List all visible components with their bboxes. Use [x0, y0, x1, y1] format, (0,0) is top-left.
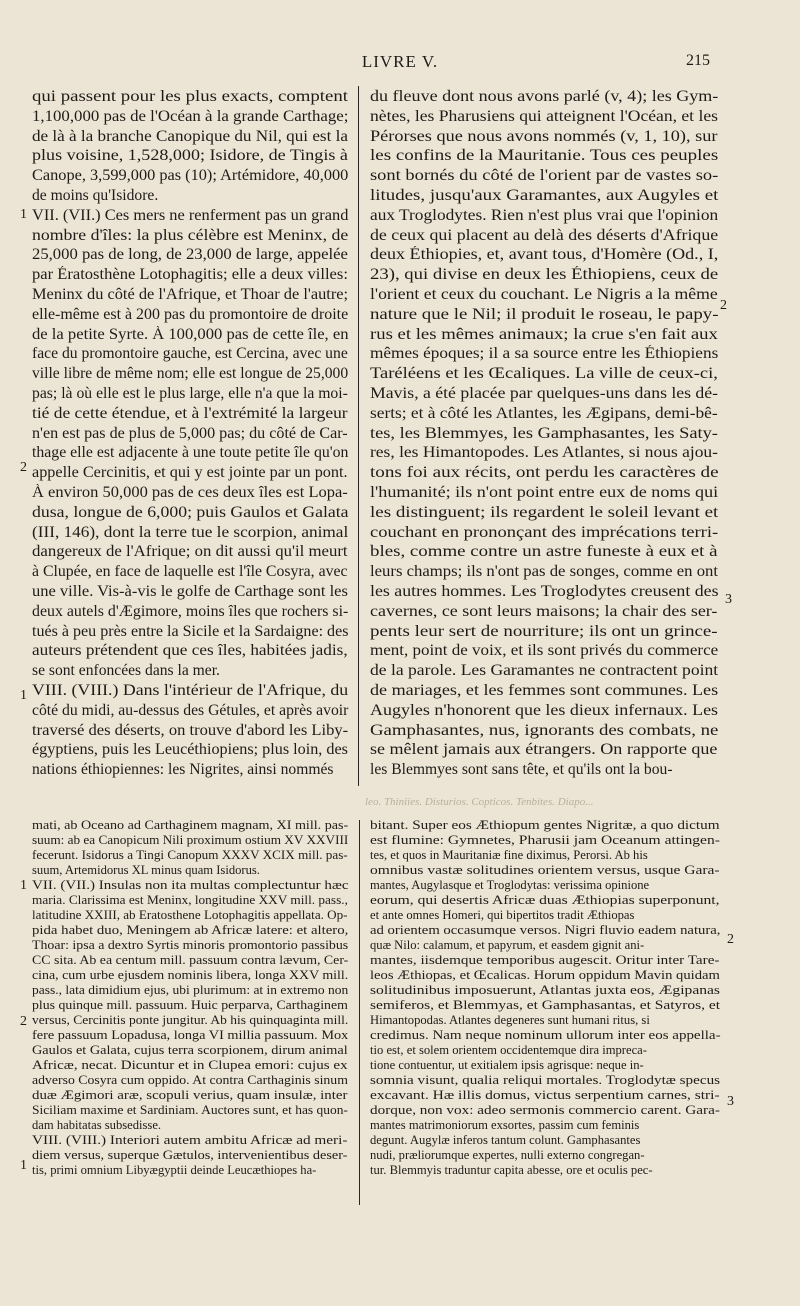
- text-line: Mavis, a été placée par quelques-uns dans les dé-: [370, 385, 718, 402]
- text-line: deux autels d'Ægimore, moins îles que rochers si-: [32, 602, 349, 620]
- text-line: Gaulos et Galata, cujus terra scorpionem, dirum animal: [32, 1043, 348, 1057]
- text-line: versus, Cercinitis ponte jungitur. Ab his quinquaginta mill.: [32, 1013, 349, 1027]
- text-line: VII. (VII.) Insulas non ita multas complectuntur hæc: [32, 878, 349, 892]
- text-line: pass., lata dimidium ejus, ubi plurimum: at in extremo non: [32, 983, 349, 997]
- text-line: Siciliam maxime et Sardiniam. Auctores sunt, et has quon-: [32, 1103, 348, 1117]
- text-line: pida habet duo, Meningem ab Africæ latere: et altero,: [32, 923, 349, 937]
- text-line: latitudine XXIII, ab Eratosthene Lotophagitis appellata. Op-: [32, 908, 348, 922]
- text-line: plus voisine, 1,528,000; Isidore, de Tingis à: [32, 147, 348, 165]
- margin-number: 1: [20, 878, 27, 893]
- text-line: dorque, non vox: adeo sermonis commercio carent. Gara-: [370, 1103, 720, 1117]
- text-line: qui passent pour les plus exacts, comptent: [32, 88, 349, 105]
- text-line: Himantopodas. Atlantes degeneres sunt humani ritus, si: [370, 1013, 650, 1027]
- margin-number: 3: [727, 1094, 734, 1109]
- margin-number: 2: [720, 298, 727, 313]
- text-line: adverso Cosyra cum oppido. At contra Carthaginis sinum: [32, 1073, 348, 1087]
- text-line: tes, et quos in Mauritaniæ fine diximus, Perorsi. Ab his: [370, 848, 648, 862]
- text-line: ad orientem occasumque versos. Nigri fluvio eadem natura,: [370, 923, 721, 937]
- text-line: se sont enfoncées dans la mer.: [32, 662, 220, 680]
- text-line: et ante omnes Homeri, qui bipertitos tradit Æthiopas: [370, 908, 635, 922]
- text-line: sont bornés du côté de l'orient par de vastes so-: [370, 167, 719, 185]
- text-line: mantes, iisdemque temporibus augescit. Oritur inter Tare-: [370, 953, 720, 967]
- running-title: LIVRE V.: [361, 52, 439, 71]
- text-line: duæ Ægimori aræ, scopuli verius, quam insulæ, inter: [32, 1088, 348, 1102]
- text-line: nature que le Nil; il produit le roseau, le papy-: [370, 305, 719, 323]
- text-line: appelle Cercinitis, et qui y est jointe par un pont.: [32, 464, 348, 482]
- text-line: les Blemmyes sont sans tête, et qu'ils ont la bou-: [370, 761, 673, 779]
- text-line: nètes, les Pharusiens qui atteignent l'Océan, et les: [370, 107, 718, 125]
- text-line: VIII. (VIII.) Dans l'intérieur de l'Afrique, du: [32, 682, 349, 699]
- text-line: CC sita. Ab ea centum mill. passuum contra lævum, Cer-: [32, 953, 349, 967]
- text-line: 1,100,000 pas de l'Océan à la grande Carthage;: [32, 107, 349, 125]
- text-line: res, les Himantopodes. Les Atlantes, si nous ajou-: [370, 444, 718, 462]
- text-line: quæ Nilo: calamum, et papyrum, et easdem gignit ani-: [370, 938, 645, 952]
- text-line: solitudinibus imposuerunt, Atlantas juxta eos, Ægipanas: [370, 983, 720, 997]
- text-line: cina, cum urbe ejusdem nominis libera, longa XXV mill.: [32, 968, 349, 982]
- text-line: (III, 146), dont la terre tue le scorpion, animal: [32, 523, 349, 541]
- text-line: leurs champs; ils n'ont pas de songes, comme en ont: [370, 563, 719, 581]
- column-divider-french: [358, 86, 359, 786]
- text-line: du fleuve dont nous avons parlé (v, 4); les Gym-: [370, 88, 719, 105]
- text-line: VIII. (VIII.) Interiori autem ambitu Africæ ad meri-: [32, 1133, 348, 1147]
- text-line: plus quinque mill. passuum. Huic perparva, Carthaginem: [32, 998, 348, 1012]
- text-line: n'en est pas de plus de 5,000 pas; du côté de Car-: [32, 424, 348, 442]
- text-line: les autres hommes. Les Troglodytes creusent des: [370, 583, 719, 600]
- text-line: cavernes, ce sont leurs maisons; la chair des ser-: [370, 602, 718, 620]
- text-line: tués à peu près entre la Sicile et la Sardaigne: des: [32, 622, 349, 640]
- text-line: l'humanité; ils n'ont point entre eux de noms qui: [370, 484, 719, 501]
- text-line: aux Troglodytes. Rien n'est plus vrai que l'opinion: [370, 206, 719, 224]
- margin-number: 1: [20, 1158, 27, 1173]
- text-line: nations éthiopiennes: les Nigrites, ainsi nommés: [32, 761, 334, 779]
- text-line: fere passuum Lopadusa, longa VI millia passuum. Mox: [32, 1028, 349, 1042]
- text-line: mantes matrimoniorum exsortes, passim cum feminis: [370, 1118, 640, 1132]
- text-line: rus et les mêmes animaux; la crue s'en fait aux: [370, 325, 718, 343]
- text-line: tié de cette étendue, et à l'extrémité la largeur: [32, 404, 348, 422]
- bleed-through-text: leo. Thiniies. Disturios. Copticos. Tenbites. Diapo...: [365, 796, 594, 808]
- text-line: côté du midi, au-dessus des Gétules, et après avoir: [32, 701, 349, 719]
- text-line: À environ 50,000 pas de ces deux îles est Lopa-: [32, 484, 348, 501]
- text-line: diem versus, superque Gætulos, intervenientibus deser-: [32, 1148, 348, 1162]
- text-line: thage elle est adjacente à une toute petite île qu'on: [32, 444, 349, 462]
- text-line: 25,000 pas de long, de 23,000 de large, appelée: [32, 246, 348, 264]
- text-line: tur. Blemmyis traduntur capita abesse, ore et oculis pec-: [370, 1163, 653, 1177]
- text-line: Pérorses que nous avons nommés (v, 1, 10), sur: [370, 127, 718, 145]
- text-line: par Ératosthène Lotophagitis; elle a deux villes:: [32, 266, 348, 284]
- text-line: de ceux qui placent au delà des déserts d'Afrique: [370, 226, 719, 244]
- text-line: Canope, 3,599,000 pas (10); Artémidore, 40,000: [32, 167, 349, 185]
- text-line: égyptiens, puis les Leucéthiopiens; plus loin, des: [32, 741, 348, 759]
- text-line: nombre d'îles: la plus célèbre est Meninx, de: [32, 226, 349, 244]
- text-line: suum, Artemidorus XL minus quam Isidorus.: [32, 863, 260, 877]
- text-line: fecerunt. Isidorus a Tingi Canopum XXXV XCIX mill. pas-: [32, 848, 348, 862]
- text-line: de moins qu'Isidore.: [32, 187, 159, 204]
- text-line: Meninx du côté de l'Afrique, et Thoar de l'autre;: [32, 286, 349, 303]
- text-line: mantes, Augylasque et Troglodytas: verissima opinione: [370, 878, 650, 892]
- text-line: Thoar: ipsa a dextro Syrtis minoris promontorio passibus: [32, 938, 349, 952]
- margin-number: 3: [725, 592, 732, 607]
- margin-number: 1: [20, 688, 27, 703]
- text-line: pents leur sert de nourriture; ils ont un grince-: [370, 622, 718, 640]
- text-line: somnia visunt, qualia reliqui mortales. Troglodytæ specus: [370, 1073, 721, 1087]
- text-line: dangereux de l'Afrique; on dit aussi qu'il meurt: [32, 543, 348, 561]
- text-line: Taréléens et les Œcaliques. La ville de ceux-ci,: [370, 365, 718, 383]
- text-line: mêmes époques; il a sa source entre les Éthiopiens: [370, 345, 719, 363]
- text-line: de la parole. Les Garamantes ne contractent point: [370, 662, 719, 680]
- text-line: une ville. Vis-à-vis le golfe de Carthage sont les: [32, 583, 348, 600]
- text-line: tons foi aux récits, ont perdu les caractères de: [370, 464, 719, 482]
- text-line: Gamphasantes, nus, ignorants des combats, ne: [370, 721, 719, 739]
- text-line: de là à la branche Canopique du Nil, qui est la: [32, 127, 348, 145]
- text-line: maria. Clarissima est Meninx, longitudine XXV mill. pass.,: [32, 893, 348, 907]
- text-line: de la petite Syrte. À 100,000 pas de cette île, en: [32, 325, 349, 343]
- text-line: tes, les Blemmyes, les Gamphasantes, les Saty-: [370, 424, 718, 442]
- margin-number: 2: [727, 932, 734, 947]
- text-line: eorum, qui desertis Africæ duas Æthiopias superponunt,: [370, 893, 720, 907]
- text-line: VII. (VII.) Ces mers ne renferment pas un grand: [32, 206, 349, 224]
- margin-number: 2: [20, 460, 27, 475]
- margin-number: 1: [20, 207, 27, 222]
- text-line: tione contuentur, ut exitialem ipsis agrisque: neque in-: [370, 1058, 644, 1072]
- text-line: Africæ, necat. Dicuntur et in Clupea emori: cujus ex: [32, 1058, 348, 1072]
- text-line: tis, primi omnium Libyægyptii deinde Leucæthiopes ha-: [32, 1163, 317, 1177]
- text-line: 23), qui divise en deux les Éthiopiens, ceux de: [370, 266, 719, 284]
- text-line: ville libre de même nom; elle est longue de 25,000: [32, 365, 349, 383]
- text-line: à Clupée, en face de laquelle est l'île Cosyra, avec: [32, 563, 348, 581]
- text-line: l'orient et ceux du couchant. Le Nigris a la même: [370, 286, 718, 303]
- text-line: se mêlent jamais aux étrangers. On rapporte que: [370, 741, 718, 759]
- text-line: dusa, longue de 6,000; puis Gaulos et Galata: [32, 503, 349, 521]
- text-line: traversé des déserts, on trouve d'abord les Liby-: [32, 721, 349, 739]
- text-line: bles, comme contre un astre funeste à eux et à: [370, 543, 718, 561]
- text-line: les confins de la Mauritanie. Tous ces peuples: [370, 147, 719, 165]
- text-line: deux Éthiopies, et, avant tous, d'Homère (Od., I,: [370, 246, 719, 264]
- margin-number: 2: [20, 1014, 27, 1029]
- text-line: mati, ab Oceano ad Carthaginem magnam, XI mill. pas-: [32, 818, 349, 832]
- text-line: leos Æthiopas, et Œcalicas. Horum oppidum Mavin quidam: [370, 968, 720, 982]
- column-divider-latin: [359, 820, 360, 1205]
- text-line: omnibus vastæ solitudines orientem versus, usque Gara-: [370, 863, 720, 877]
- text-line: de mariages, et les femmes sont communes. Les: [370, 682, 719, 699]
- page-number: 215: [686, 52, 710, 69]
- text-line: suum: ab ea Canopicum Nili proximum ostium XV XXVIII: [32, 833, 349, 847]
- text-line: ment, point de voix, et ils sont privés du commerce: [370, 642, 719, 660]
- text-line: face du promontoire gauche, est Cercina, avec une: [32, 345, 348, 363]
- text-line: bitant. Super eos Æthiopum gentes Nigritæ, a quo dictum: [370, 818, 720, 832]
- text-line: excavant. Hæ illis domus, victus serpentium carnes, stri-: [370, 1088, 720, 1102]
- text-line: auteurs prétendent que ces îles, habitées jadis,: [32, 642, 348, 660]
- text-line: degunt. Augylæ inferos tantum colunt. Gamphasantes: [370, 1133, 641, 1147]
- text-line: semiferos, et Blemmyas, et Gamphasantas, et Satyros, et: [370, 998, 721, 1012]
- text-line: elle-même est à 200 pas du promontoire de droite: [32, 305, 349, 323]
- text-line: credimus. Nam neque nominum ullorum inter eos appella-: [370, 1028, 721, 1042]
- text-line: dam habitatas subsedisse.: [32, 1118, 162, 1132]
- text-line: nudi, præliorumque expertes, nulli externo congregan-: [370, 1148, 645, 1162]
- text-line: litudes, jusqu'aux Garamantes, aux Augyles et: [370, 187, 719, 204]
- text-line: tio est, et solem orientem occidentemque dira impreca-: [370, 1043, 647, 1057]
- text-line: est flumine: Gymnetes, Pharusii jam Oceanum attingen-: [370, 833, 720, 847]
- text-line: Augyles n'honorent que les dieux infernaux. Les: [370, 701, 719, 719]
- text-line: couchant en prononçant des imprécations terri-: [370, 523, 719, 541]
- text-line: serts; et à côté les Atlantes, les Ægipans, demi-bê-: [370, 404, 718, 422]
- text-line: les distinguent; ils regardent le soleil levant et: [370, 503, 719, 521]
- text-line: pas; là où elle est le plus large, elle n'a que la moi-: [32, 385, 348, 402]
